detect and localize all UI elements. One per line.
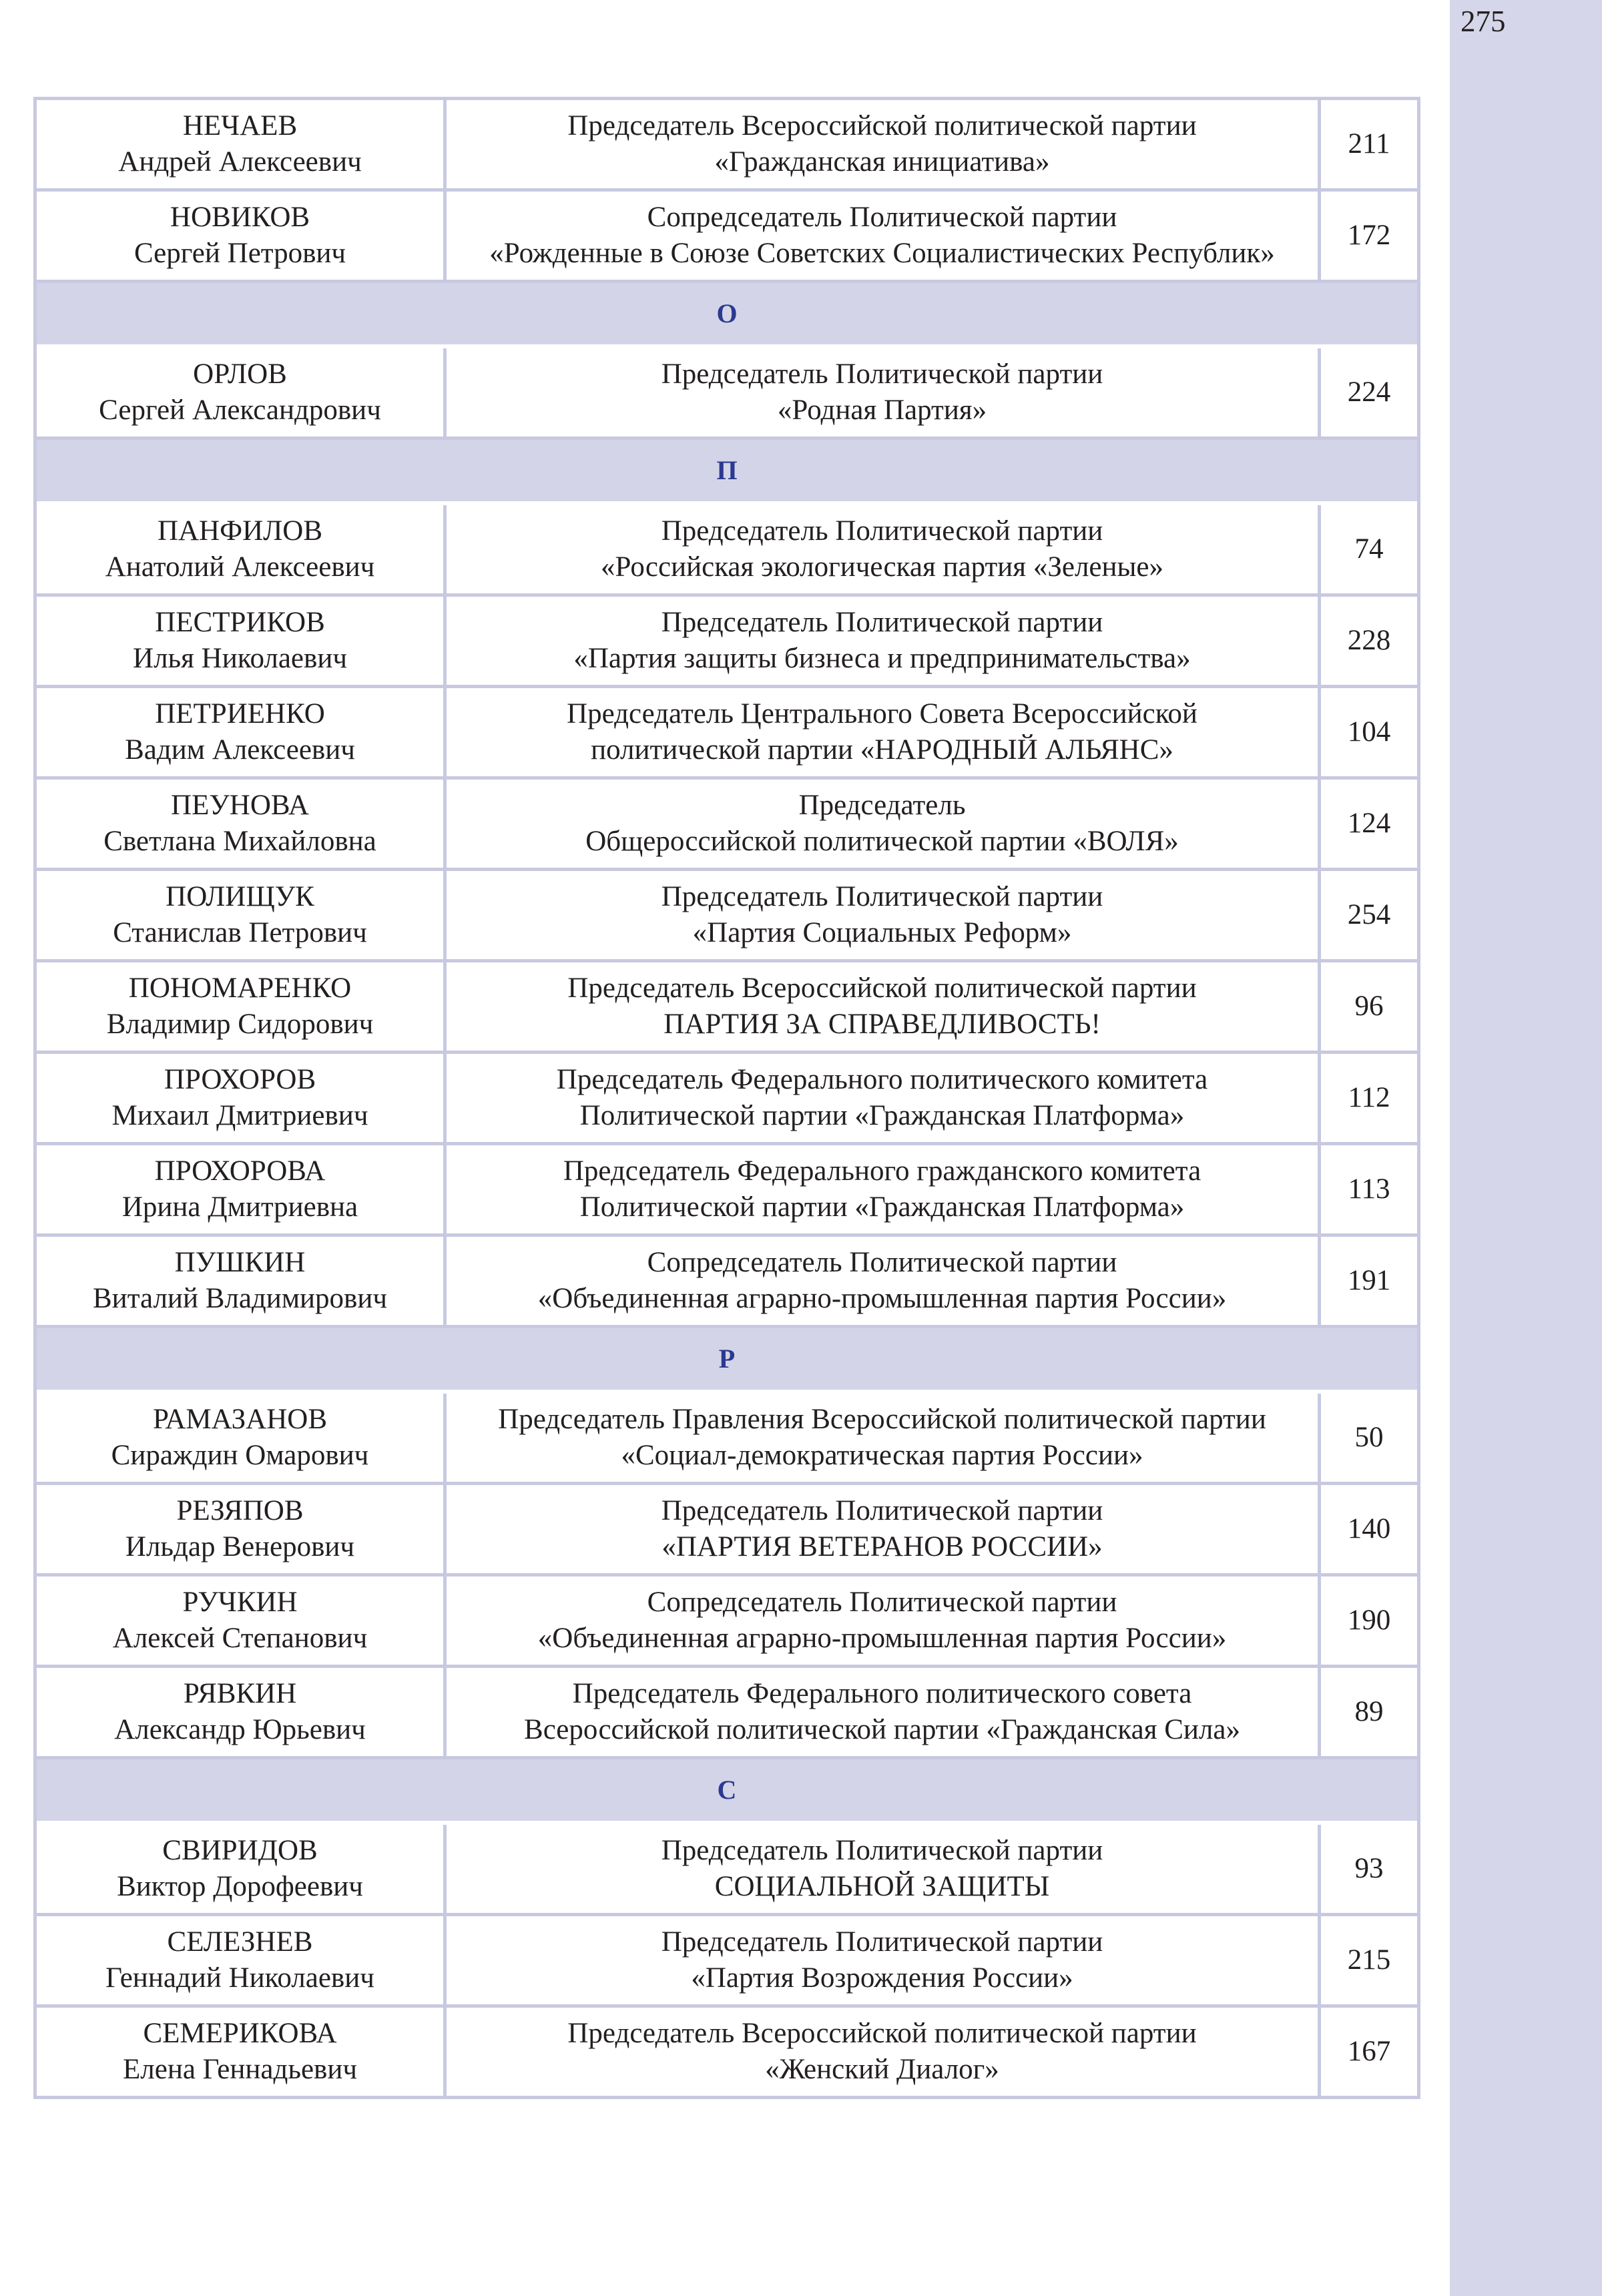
given-names: Елена Геннадьевич [123, 2054, 357, 2085]
position-line-2: Политической партии «Гражданская Платформа» [579, 1191, 1185, 1223]
position-line-2: «Гражданская инициатива» [714, 146, 1050, 178]
position-cell [447, 1668, 1321, 1759]
position-line-2: «Родная Партия» [777, 394, 987, 426]
page-ref-cell: 93 [1321, 1825, 1417, 1916]
page-ref-cell: 89 [1321, 1668, 1417, 1759]
position-cell [447, 1825, 1321, 1916]
section-letter: Р [37, 1328, 1417, 1394]
position-line-2: ПАРТИЯ ЗА СПРАВЕДЛИВОСТЬ! [663, 1009, 1101, 1040]
surname: ОРЛОВ [193, 358, 287, 390]
person-name-cell [37, 1145, 447, 1237]
position-line-1: Председатель Всероссийской политической партии [567, 110, 1197, 141]
given-names: Светлана Михайловна [103, 826, 376, 857]
position-line-2: «Партия Социальных Реформ» [692, 917, 1072, 948]
position-line-2: «Российская экологическая партия «Зеленые» [601, 551, 1163, 583]
position-line-1: Председатель Федерального гражданского комитета [563, 1155, 1202, 1187]
position-line-1: Председатель Политической партии [661, 1495, 1103, 1526]
surname: РЕЗЯПОВ [176, 1495, 304, 1526]
table-row [37, 2008, 1417, 2096]
page-ref-cell: 104 [1321, 688, 1417, 780]
table-row [37, 1394, 1417, 1485]
person-name-cell [37, 1576, 447, 1668]
given-names: Вадим Алексеевич [125, 734, 355, 766]
surname: ПАНФИЛОВ [157, 515, 323, 547]
page-number: 275 [1460, 5, 1506, 38]
position-line-2: «Партия Возрождения России» [691, 1962, 1073, 1994]
position-cell [447, 780, 1321, 871]
given-names: Виктор Дорофеевич [117, 1871, 363, 1902]
table-row [37, 780, 1417, 871]
person-name-cell [37, 962, 447, 1054]
given-names: Владимир Сидорович [106, 1009, 374, 1040]
position-line-1: Сопредседатель Политической партии [647, 202, 1117, 233]
position-line-1: Председатель Политической партии [661, 881, 1103, 912]
section-letter: О [37, 283, 1417, 348]
table-row [37, 688, 1417, 780]
surname: ПЕСТРИКОВ [155, 607, 325, 638]
surname: ПУШКИН [174, 1247, 306, 1278]
position-line-1: Сопредседатель Политической партии [647, 1247, 1117, 1278]
page-ref-cell: 228 [1321, 597, 1417, 688]
surname: РЯВКИН [183, 1678, 297, 1709]
given-names: Сираждин Омарович [111, 1440, 369, 1471]
table-body [37, 100, 1417, 2096]
surname: РАМАЗАНОВ [152, 1404, 328, 1435]
table-row [37, 1054, 1417, 1145]
position-line-2: «Женский Диалог» [765, 2054, 999, 2085]
position-cell [447, 1485, 1321, 1576]
position-cell [447, 2008, 1321, 2096]
position-line-2: «Рожденные в Союзе Советских Социалистических Республик» [489, 238, 1275, 269]
surname: СЕЛЕЗНЕВ [167, 1926, 313, 1958]
table-row [37, 1668, 1417, 1759]
given-names: Виталий Владимирович [93, 1283, 387, 1314]
position-cell [447, 1576, 1321, 1668]
table-row [37, 348, 1417, 440]
surname: СЕМЕРИКОВА [143, 2018, 337, 2049]
position-line-1: Председатель Политической партии [661, 358, 1103, 390]
table-row [37, 597, 1417, 688]
position-line-2: СОЦИАЛЬНОЙ ЗАЩИТЫ [714, 1871, 1050, 1902]
table-row [37, 505, 1417, 597]
page-ref-cell: 50 [1321, 1394, 1417, 1485]
table-row [37, 1145, 1417, 1237]
given-names: Илья Николаевич [133, 643, 347, 674]
surname: ПРОХОРОВ [164, 1064, 316, 1095]
person-name-cell [37, 1825, 447, 1916]
section-letter: С [37, 1759, 1417, 1825]
page-ref-cell: 124 [1321, 780, 1417, 871]
section-letter-row [37, 283, 1417, 348]
person-name-cell [37, 1394, 447, 1485]
surname: ПЕУНОВА [171, 790, 309, 821]
position-cell [447, 1054, 1321, 1145]
page-ref-cell: 191 [1321, 1237, 1417, 1328]
given-names: Анатолий Алексеевич [105, 551, 375, 583]
person-name-cell [37, 1054, 447, 1145]
given-names: Сергей Александрович [99, 394, 381, 426]
page-ref-cell: 140 [1321, 1485, 1417, 1576]
given-names: Геннадий Николаевич [105, 1962, 374, 1994]
table-row [37, 192, 1417, 283]
position-cell [447, 597, 1321, 688]
position-line-1: Председатель Правления Всероссийской политической партии [498, 1404, 1266, 1435]
position-line-2: Всероссийской политической партии «Гражданская Сила» [524, 1714, 1240, 1745]
position-line-2: «Социал-демократическая партия России» [621, 1440, 1143, 1471]
table-row [37, 1237, 1417, 1328]
page-ref-cell: 211 [1321, 100, 1417, 192]
page-ref-cell: 224 [1321, 348, 1417, 440]
surname: РУЧКИН [182, 1587, 298, 1618]
page-ref-cell: 215 [1321, 1916, 1417, 2008]
position-cell [447, 962, 1321, 1054]
person-name-cell [37, 348, 447, 440]
position-cell [447, 871, 1321, 962]
given-names: Михаил Дмитриевич [111, 1100, 368, 1131]
person-name-cell [37, 1668, 447, 1759]
section-letter-row [37, 440, 1417, 505]
page-ref-cell: 167 [1347, 2036, 1391, 2067]
surname: ПОЛИЩУК [166, 881, 314, 912]
page-ref-cell: 254 [1321, 871, 1417, 962]
surname: СВИРИДОВ [162, 1835, 318, 1866]
position-line-1: Председатель Всероссийской политической партии [567, 972, 1197, 1004]
given-names: Ирина Дмитриевна [121, 1191, 358, 1223]
position-cell [447, 1145, 1321, 1237]
position-cell [447, 505, 1321, 597]
person-name-cell [37, 780, 447, 871]
person-name-cell [37, 192, 447, 283]
side-band [1450, 0, 1602, 2296]
given-names: Ильдар Венерович [125, 1531, 355, 1562]
position-line-1: Председатель Центрального Совета Всероссийской [567, 698, 1197, 730]
person-name-cell [37, 1485, 447, 1576]
person-name-cell [37, 871, 447, 962]
position-line-1: Председатель Всероссийской политической партии [567, 2018, 1197, 2049]
surname: НОВИКОВ [170, 202, 310, 233]
given-names: Александр Юрьевич [114, 1714, 366, 1745]
surname: ПОНОМАРЕНКО [128, 972, 352, 1004]
position-line-1: Председатель Политической партии [661, 1926, 1103, 1958]
section-letter-row [37, 1328, 1417, 1394]
position-cell [447, 1237, 1321, 1328]
position-line-1: Председатель Политической партии [661, 607, 1103, 638]
position-cell [447, 100, 1321, 192]
position-line-2: Политической партии «Гражданская Платформа» [579, 1100, 1185, 1131]
person-name-cell [37, 688, 447, 780]
position-cell [447, 348, 1321, 440]
given-names: Андрей Алексеевич [118, 146, 362, 178]
position-cell [447, 1394, 1321, 1485]
given-names: Станислав Петрович [113, 917, 367, 948]
position-line-1: Председатель Федерального политического совета [572, 1678, 1192, 1709]
page-ref-cell: 96 [1321, 962, 1417, 1054]
party-leaders-index-table [33, 97, 1420, 2099]
position-cell [447, 1916, 1321, 2008]
table-row [37, 100, 1417, 192]
person-name-cell [37, 505, 447, 597]
table-row [37, 962, 1417, 1054]
person-name-cell [37, 597, 447, 688]
position-line-2: «Партия защиты бизнеса и предпринимательства» [573, 643, 1191, 674]
position-line-1: Председатель Политической партии [661, 1835, 1103, 1866]
surname: НЕЧАЕВ [182, 110, 298, 141]
position-line-1: Председатель Политической партии [661, 515, 1103, 547]
person-name-cell [37, 100, 447, 192]
person-name-cell [37, 1237, 447, 1328]
section-letter-row [37, 1759, 1417, 1825]
page-ref-cell: 74 [1321, 505, 1417, 597]
position-cell [447, 192, 1321, 283]
position-line-2: политической партии «НАРОДНЫЙ АЛЬЯНС» [591, 734, 1173, 766]
table-row [37, 1576, 1417, 1668]
position-line-2: «ПАРТИЯ ВЕТЕРАНОВ РОССИИ» [661, 1531, 1103, 1562]
given-names: Сергей Петрович [134, 238, 346, 269]
position-line-1: Сопредседатель Политической партии [647, 1587, 1117, 1618]
person-name-cell [37, 1916, 447, 2008]
page-ref-cell: 113 [1321, 1145, 1417, 1237]
page-ref-cell: 190 [1321, 1576, 1417, 1668]
given-names: Алексей Степанович [112, 1623, 368, 1654]
surname: ПЕТРИЕНКО [155, 698, 325, 730]
section-letter: П [37, 440, 1417, 505]
position-line-1: Председатель [798, 790, 966, 821]
page-ref-cell: 172 [1321, 192, 1417, 283]
position-line-2: Общероссийской политической партии «ВОЛЯ» [585, 826, 1179, 857]
table-row [37, 1485, 1417, 1576]
person-name-cell [37, 2008, 447, 2096]
page-ref-cell: 112 [1321, 1054, 1417, 1145]
table-row [37, 1916, 1417, 2008]
table-row [37, 1825, 1417, 1916]
surname: ПРОХОРОВА [154, 1155, 326, 1187]
position-line-2: «Объединенная аграрно-промышленная партия России» [537, 1623, 1227, 1654]
position-line-1: Председатель Федерального политического комитета [556, 1064, 1208, 1095]
table-row [37, 871, 1417, 962]
position-cell [447, 688, 1321, 780]
position-line-2: «Объединенная аграрно-промышленная партия России» [537, 1283, 1227, 1314]
